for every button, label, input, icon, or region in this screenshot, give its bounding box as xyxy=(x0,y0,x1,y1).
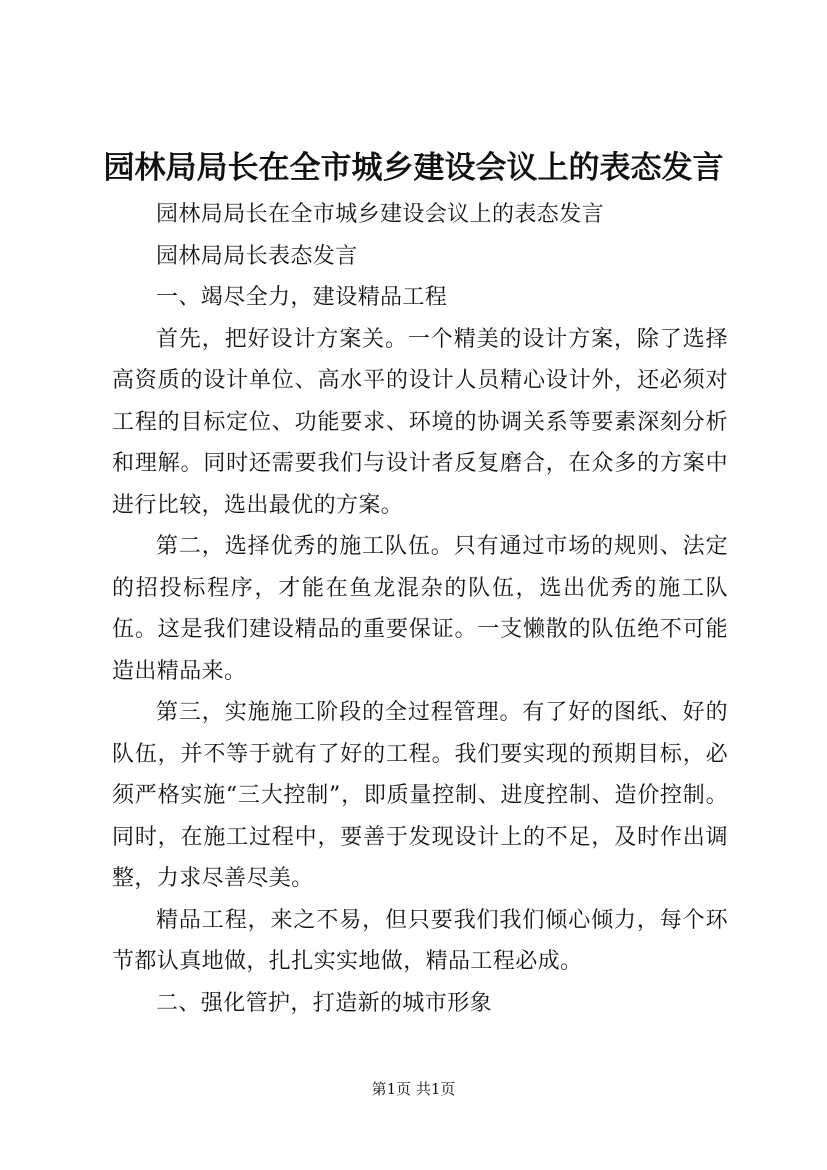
document-body xyxy=(112,194,728,1024)
paragraph-construction-team: 第二，选择优秀的施工队伍。只有通过市场的规则、法定的招投标程序，才能在鱼龙混杂的队伍，选出优秀的施工队伍。这是我们建设精品的重要保证。一支懒散的队伍绝不可能造出精品来。 xyxy=(112,534,728,684)
section-heading-2: 二、强化管护，打造新的城市形象 xyxy=(156,990,493,1016)
paragraph-design: 首先，把好设计方案关。一个精美的设计方案，除了选择高资质的设计单位、高水平的设计人员精心设计外，还必须对工程的目标定位、功能要求、环境的协调关系等要素深刻分析和理解。同时还需要我们与设计者反复磨合，在众多的方案中进行比较，选出最优的方案。 xyxy=(112,326,728,518)
paragraph-speech-label: 园林局局长表态发言 xyxy=(156,243,358,269)
paragraph-process-management: 第三，实施施工阶段的全过程管理。有了好的图纸、好的队伍，并不等于就有了好的工程。我们要实现的预期目标，必须严格实施“三大控制”，即质量控制、进度控制、造价控制。同时，在施工过程中，要善于发现设计上的不足，及时作出调整，力求尽善尽美。 xyxy=(112,700,728,891)
document-title: 园林局局长在全市城乡建设会议上的表态发言 xyxy=(103,150,724,186)
paragraph-subtitle: 园林局局长在全市城乡建设会议上的表态发言 xyxy=(156,202,605,227)
section-heading-1: 一、竭尽全力，建设精品工程 xyxy=(156,285,448,310)
paragraph-conclusion: 精品工程，来之不易，但只要我们我们倾心倾力，每个环节都认真地做，扎扎实实地做，精品工程必成。 xyxy=(112,907,728,974)
page-number: 第1页 共1页 xyxy=(371,1080,456,1098)
